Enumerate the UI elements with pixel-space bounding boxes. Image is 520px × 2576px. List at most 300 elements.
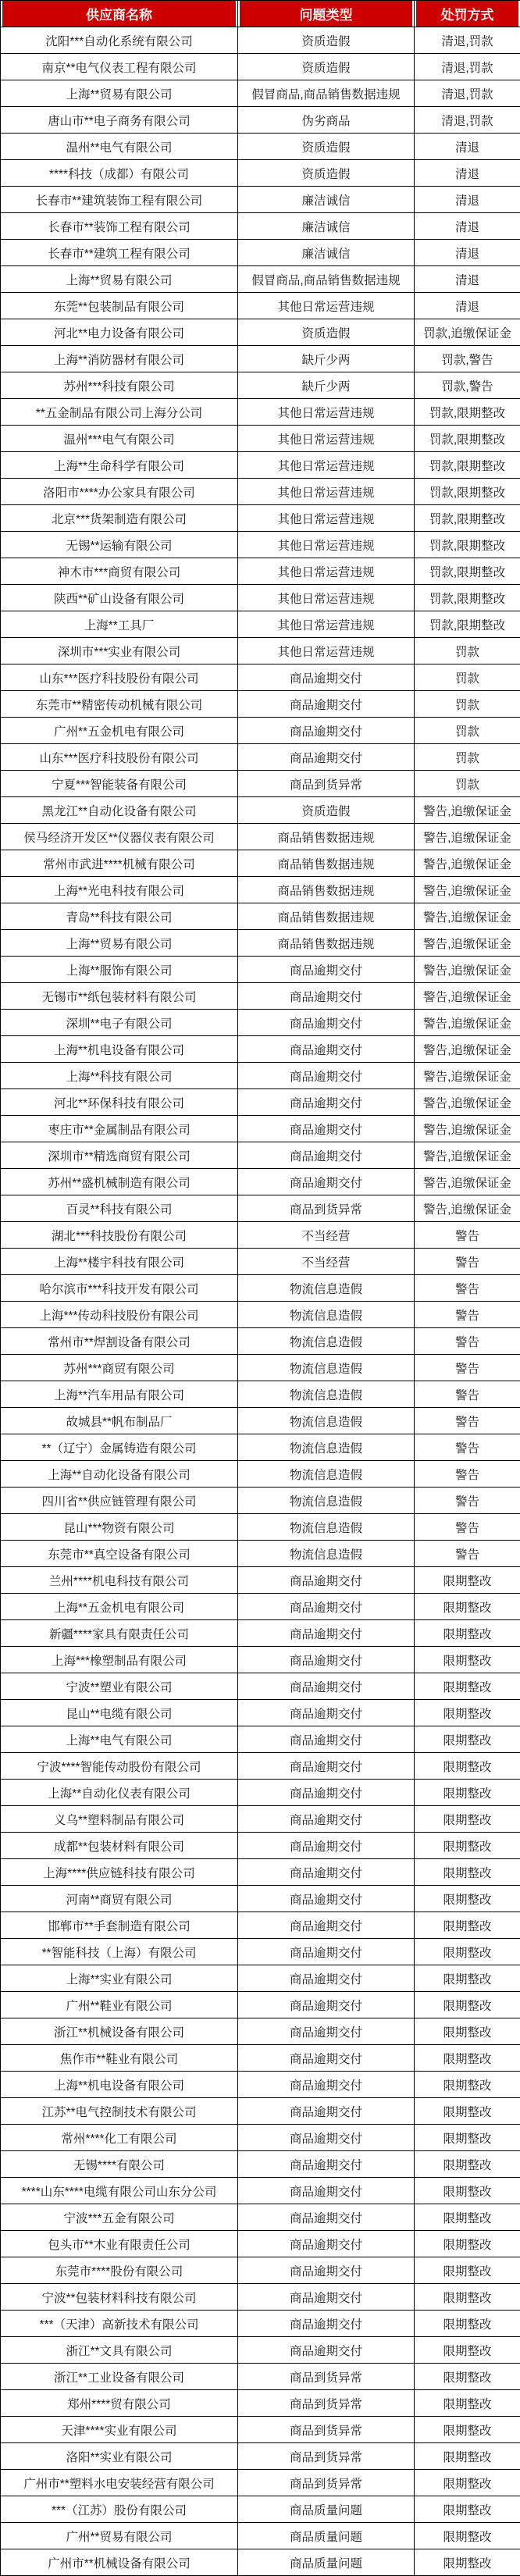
supplier-name-cell: 昆山***物资有限公司 <box>1 1514 238 1541</box>
table-row <box>1 134 520 160</box>
table-row <box>1 1647 520 1673</box>
supplier-name-cell: 兰州****机电科技有限公司 <box>1 1567 238 1594</box>
penalty-method-cell: 警告,追缴保证金 <box>415 1116 520 1142</box>
table-row <box>1 1780 520 1806</box>
supplier-name-cell: 天津****实业有限公司 <box>1 2417 238 2443</box>
issue-type-cell: 廉洁诚信 <box>238 187 415 213</box>
supplier-name-cell: 山东***医疗科技股份有限公司 <box>1 664 238 691</box>
supplier-name-cell: 侯马经济开发区**仪器仪表有限公司 <box>1 824 238 850</box>
supplier-name-cell: 广州市**机械设备有限公司 <box>1 2549 238 2576</box>
issue-type-cell: 商品逾期交付 <box>238 1620 415 1647</box>
penalty-method-cell: 警告,追缴保证金 <box>415 1089 520 1116</box>
penalty-method-cell: 限期整改 <box>415 2496 520 2523</box>
supplier-name-cell: 义乌**塑料制品有限公司 <box>1 1806 238 1833</box>
penalty-method-cell: 清退 <box>415 293 520 319</box>
penalty-method-cell: 警告 <box>415 1541 520 1567</box>
table-row <box>1 240 520 266</box>
issue-type-cell: 商品逾期交付 <box>238 1912 415 1939</box>
table-row <box>1 372 520 399</box>
penalty-method-cell: 限期整改 <box>415 2364 520 2390</box>
penalty-method-cell: 罚款,警告 <box>415 346 520 372</box>
issue-type-cell: 其他日常运营违规 <box>238 558 415 585</box>
supplier-name-cell: 广州**贸易有限公司 <box>1 2523 238 2549</box>
penalty-method-cell: 限期整改 <box>415 2337 520 2364</box>
issue-type-cell: 其他日常运营违规 <box>238 399 415 426</box>
supplier-name-cell: 上海**工具厂 <box>1 611 238 638</box>
supplier-name-cell: 北京***货架制造有限公司 <box>1 505 238 532</box>
table-row <box>1 1275 520 1302</box>
issue-type-cell: 商品到货异常 <box>238 2417 415 2443</box>
table-row <box>1 2390 520 2417</box>
issue-type-cell: 商品逾期交付 <box>238 1886 415 1912</box>
supplier-name-cell: 无锡**运输有限公司 <box>1 532 238 558</box>
penalty-method-cell: 限期整改 <box>415 2443 520 2470</box>
issue-type-cell: 商品销售数据违规 <box>238 850 415 877</box>
supplier-name-cell: 常州****化工有限公司 <box>1 2125 238 2151</box>
penalty-method-cell: 警告,追缴保证金 <box>415 1195 520 1222</box>
table-row <box>1 266 520 293</box>
supplier-name-cell: 浙江**机械设备有限公司 <box>1 2018 238 2045</box>
penalty-method-cell: 清退 <box>415 266 520 293</box>
supplier-name-cell: 东莞市****股份有限公司 <box>1 2257 238 2284</box>
issue-type-cell: 商品逾期交付 <box>238 1036 415 1063</box>
issue-type-cell: 其他日常运营违规 <box>238 505 415 532</box>
header-issue-type-label: 问题类型 <box>240 1 412 27</box>
supplier-name-cell: 新疆****家具有限责任公司 <box>1 1620 238 1647</box>
supplier-name-cell: ****科技（成都）有限公司 <box>1 160 238 187</box>
issue-type-cell: 商品销售数据违规 <box>238 903 415 930</box>
table-row <box>1 213 520 240</box>
table-row <box>1 850 520 877</box>
table-row <box>1 744 520 771</box>
supplier-name-cell: 上海**电气有限公司 <box>1 1726 238 1753</box>
penalty-method-cell: 限期整改 <box>415 2151 520 2178</box>
supplier-name-cell: 苏州***商贸有限公司 <box>1 1355 238 1381</box>
issue-type-cell: 其他日常运营违规 <box>238 479 415 505</box>
table-row <box>1 664 520 691</box>
penalty-method-cell: 警告,追缴保证金 <box>415 797 520 824</box>
penalty-method-cell: 警告,追缴保证金 <box>415 1142 520 1169</box>
supplier-name-cell: 河北**电力设备有限公司 <box>1 319 238 346</box>
table-row <box>1 611 520 638</box>
penalty-method-cell: 限期整改 <box>415 2125 520 2151</box>
issue-type-cell: 物流信息造假 <box>238 1302 415 1328</box>
supplier-name-cell: 郑州****贸有限公司 <box>1 2390 238 2417</box>
penalty-method-cell: 罚款 <box>415 718 520 744</box>
table-row <box>1 1992 520 2018</box>
penalty-method-cell: 罚款,限期整改 <box>415 399 520 426</box>
header-penalty-method-label: 处罚方式 <box>416 1 518 27</box>
issue-type-cell: 商品质量问题 <box>238 2549 415 2576</box>
penalty-method-cell: 限期整改 <box>415 1833 520 1859</box>
supplier-name-cell: 百灵**科技有限公司 <box>1 1195 238 1222</box>
supplier-name-cell: 上海**自动化仪表有限公司 <box>1 1780 238 1806</box>
table-row <box>1 638 520 664</box>
penalty-method-cell: 警告,追缴保证金 <box>415 957 520 983</box>
penalty-method-cell: 罚款,追缴保证金 <box>415 319 520 346</box>
penalty-method-cell: 限期整改 <box>415 1647 520 1673</box>
penalty-method-cell: 罚款 <box>415 771 520 797</box>
table-row <box>1 2443 520 2470</box>
penalty-method-cell: 限期整改 <box>415 1992 520 2018</box>
issue-type-cell: 商品逾期交付 <box>238 2311 415 2337</box>
penalty-method-cell: 限期整改 <box>415 2470 520 2496</box>
table-row <box>1 319 520 346</box>
table-row <box>1 1116 520 1142</box>
penalty-method-cell: 限期整改 <box>415 2523 520 2549</box>
penalty-method-cell: 限期整改 <box>415 1859 520 1886</box>
table-row <box>1 1328 520 1355</box>
penalty-method-cell: 限期整改 <box>415 1780 520 1806</box>
issue-type-cell: 物流信息造假 <box>238 1434 415 1461</box>
penalty-method-cell: 罚款 <box>415 638 520 664</box>
issue-type-cell: 商品逾期交付 <box>238 2098 415 2125</box>
penalty-method-cell: 警告 <box>415 1434 520 1461</box>
table-row <box>1 2311 520 2337</box>
supplier-name-cell: **（辽宁）金属铸造有限公司 <box>1 1434 238 1461</box>
issue-type-cell: 资质造假 <box>238 134 415 160</box>
issue-type-cell: 其他日常运营违规 <box>238 532 415 558</box>
supplier-name-cell: 上海**楼宇科技有限公司 <box>1 1249 238 1275</box>
table-row <box>1 1939 520 1965</box>
supplier-name-cell: 苏州***科技有限公司 <box>1 372 238 399</box>
supplier-name-cell: 邯郸市**手套制造有限公司 <box>1 1912 238 1939</box>
penalty-method-cell: 罚款,限期整改 <box>415 558 520 585</box>
issue-type-cell: 商品逾期交付 <box>238 1010 415 1036</box>
issue-type-cell: 商品逾期交付 <box>238 1965 415 1992</box>
penalty-method-cell: 限期整改 <box>415 2018 520 2045</box>
penalty-method-cell: 警告 <box>415 1408 520 1434</box>
table-row <box>1 1488 520 1514</box>
table-row <box>1 1381 520 1408</box>
penalty-method-cell: 警告 <box>415 1222 520 1249</box>
penalty-method-cell: 限期整改 <box>415 2072 520 2098</box>
table-row <box>1 399 520 426</box>
table-row <box>1 1222 520 1249</box>
issue-type-cell: 商品逾期交付 <box>238 1726 415 1753</box>
table-row <box>1 293 520 319</box>
penalty-method-cell: 警告 <box>415 1355 520 1381</box>
penalty-method-cell: 罚款,限期整改 <box>415 452 520 479</box>
issue-type-cell: 缺斤少两 <box>238 372 415 399</box>
supplier-name-cell: 广州**五金机电有限公司 <box>1 718 238 744</box>
penalty-method-cell: 警告 <box>415 1275 520 1302</box>
table-row <box>1 1461 520 1488</box>
supplier-name-cell: **智能科技（上海）有限公司 <box>1 1939 238 1965</box>
penalty-method-cell: 清退,罚款 <box>415 54 520 80</box>
supplier-name-cell: 宁波***五金有限公司 <box>1 2204 238 2231</box>
supplier-name-cell: 上海**光电科技有限公司 <box>1 877 238 903</box>
issue-type-cell: 商品逾期交付 <box>238 1567 415 1594</box>
supplier-name-cell: 上海**贸易有限公司 <box>1 266 238 293</box>
penalty-method-cell: 罚款,限期整改 <box>415 479 520 505</box>
supplier-name-cell: 四川省**供应链管理有限公司 <box>1 1488 238 1514</box>
table-row <box>1 1965 520 1992</box>
table-row <box>1 1726 520 1753</box>
penalty-method-cell: 限期整改 <box>415 2284 520 2311</box>
penalty-method-cell: 限期整改 <box>415 1753 520 1780</box>
table-row <box>1 1806 520 1833</box>
table-row <box>1 1859 520 1886</box>
penalty-method-cell: 限期整改 <box>415 2390 520 2417</box>
supplier-name-cell: 上海**五金机电有限公司 <box>1 1594 238 1620</box>
supplier-name-cell: 上海**机电设备有限公司 <box>1 1036 238 1063</box>
issue-type-cell: 物流信息造假 <box>238 1514 415 1541</box>
header-supplier-name <box>1 1 238 27</box>
table-row <box>1 957 520 983</box>
penalty-method-cell: 警告 <box>415 1381 520 1408</box>
supplier-name-cell: 上海**服饰有限公司 <box>1 957 238 983</box>
supplier-name-cell: 上海**实业有限公司 <box>1 1965 238 1992</box>
table-row <box>1 54 520 80</box>
penalty-method-cell: 限期整改 <box>415 1806 520 1833</box>
issue-type-cell: 物流信息造假 <box>238 1381 415 1408</box>
issue-type-cell: 商品逾期交付 <box>238 1992 415 2018</box>
table-row <box>1 80 520 107</box>
issue-type-cell: 资质造假 <box>238 160 415 187</box>
supplier-name-cell: **五金制品有限公司上海分公司 <box>1 399 238 426</box>
table-row <box>1 1567 520 1594</box>
table-row <box>1 2257 520 2284</box>
issue-type-cell: 其他日常运营违规 <box>238 638 415 664</box>
issue-type-cell: 商品逾期交付 <box>238 983 415 1010</box>
penalty-method-cell: 警告,追缴保证金 <box>415 903 520 930</box>
header-supplier-name-label: 供应商名称 <box>2 1 236 27</box>
supplier-name-cell: 包头市**木业有限责任公司 <box>1 2231 238 2257</box>
supplier-name-cell: 山东***医疗科技股份有限公司 <box>1 744 238 771</box>
penalty-method-cell: 清退 <box>415 240 520 266</box>
table-row <box>1 1169 520 1195</box>
issue-type-cell: 商品逾期交付 <box>238 1833 415 1859</box>
issue-type-cell: 资质造假 <box>238 27 415 54</box>
table-row <box>1 505 520 532</box>
supplier-name-cell: 青岛**科技有限公司 <box>1 903 238 930</box>
header-row <box>1 1 520 27</box>
issue-type-cell: 商品逾期交付 <box>238 1806 415 1833</box>
table-row <box>1 1514 520 1541</box>
penalty-method-cell: 限期整改 <box>415 2417 520 2443</box>
penalty-method-cell: 清退 <box>415 160 520 187</box>
table-row <box>1 2178 520 2204</box>
penalty-method-cell: 限期整改 <box>415 1912 520 1939</box>
table-row <box>1 1355 520 1381</box>
table-row <box>1 983 520 1010</box>
table-row <box>1 2098 520 2125</box>
penalty-method-cell: 限期整改 <box>415 2549 520 2576</box>
table-row <box>1 107 520 134</box>
table-row <box>1 1142 520 1169</box>
table-row <box>1 2151 520 2178</box>
supplier-name-cell: 上海**自动化设备有限公司 <box>1 1461 238 1488</box>
penalty-method-cell: 罚款,限期整改 <box>415 532 520 558</box>
supplier-name-cell: 温州**电气有限公司 <box>1 134 238 160</box>
table-row <box>1 1912 520 1939</box>
supplier-name-cell: 焦作市**鞋业有限公司 <box>1 2045 238 2072</box>
penalty-method-cell: 清退,罚款 <box>415 80 520 107</box>
supplier-name-cell: 广州市**塑料水电安装经营有限公司 <box>1 2470 238 2496</box>
supplier-name-cell: 宁波****智能传动股份有限公司 <box>1 1753 238 1780</box>
issue-type-cell: 资质造假 <box>238 319 415 346</box>
supplier-name-cell: 广州**鞋业有限公司 <box>1 1992 238 2018</box>
supplier-name-cell: 上海****供应链科技有限公司 <box>1 1859 238 1886</box>
issue-type-cell: 物流信息造假 <box>238 1408 415 1434</box>
supplier-name-cell: 浙江**工业设备有限公司 <box>1 2364 238 2390</box>
table-row <box>1 1833 520 1859</box>
issue-type-cell: 商品逾期交付 <box>238 2231 415 2257</box>
supplier-name-cell: 无锡市**纸包装材料有限公司 <box>1 983 238 1010</box>
penalty-method-cell: 罚款,限期整改 <box>415 505 520 532</box>
table-row <box>1 1036 520 1063</box>
issue-type-cell: 商品逾期交付 <box>238 2072 415 2098</box>
table-row <box>1 187 520 213</box>
supplier-name-cell: 成都**包装材料有限公司 <box>1 1833 238 1859</box>
issue-type-cell: 商品到货异常 <box>238 2470 415 2496</box>
issue-type-cell: 商品逾期交付 <box>238 744 415 771</box>
supplier-name-cell: 枣庄市**金属制品有限公司 <box>1 1116 238 1142</box>
issue-type-cell: 商品逾期交付 <box>238 1939 415 1965</box>
issue-type-cell: 商品到货异常 <box>238 2443 415 2470</box>
penalty-method-cell: 罚款,警告 <box>415 372 520 399</box>
supplier-name-cell: 长春市**建筑装饰工程有限公司 <box>1 187 238 213</box>
table-row <box>1 2523 520 2549</box>
issue-type-cell: 商品逾期交付 <box>238 957 415 983</box>
supplier-name-cell: ***（江苏）股份有限公司 <box>1 2496 238 2523</box>
table-row <box>1 532 520 558</box>
table-row <box>1 2549 520 2576</box>
penalty-method-cell: 警告 <box>415 1249 520 1275</box>
issue-type-cell: 商品逾期交付 <box>238 2045 415 2072</box>
penalty-method-cell: 警告,追缴保证金 <box>415 983 520 1010</box>
supplier-name-cell: 长春市**装饰工程有限公司 <box>1 213 238 240</box>
supplier-name-cell: 湖北***科技股份有限公司 <box>1 1222 238 1249</box>
supplier-name-cell: 上海**机电设备有限公司 <box>1 2072 238 2098</box>
supplier-name-cell: 上海**科技有限公司 <box>1 1063 238 1089</box>
issue-type-cell: 商品逾期交付 <box>238 718 415 744</box>
table-row <box>1 691 520 718</box>
table-row <box>1 160 520 187</box>
supplier-name-cell: 江苏**电气控制技术有限公司 <box>1 2098 238 2125</box>
supplier-name-cell: 东莞**包装制品有限公司 <box>1 293 238 319</box>
supplier-name-cell: 宁波**塑业有限公司 <box>1 1673 238 1700</box>
table-row <box>1 479 520 505</box>
header-penalty-method <box>415 1 520 27</box>
issue-type-cell: 商品逾期交付 <box>238 1594 415 1620</box>
penalty-method-cell: 限期整改 <box>415 2178 520 2204</box>
table-row <box>1 1434 520 1461</box>
table-row <box>1 2337 520 2364</box>
penalty-method-cell: 警告,追缴保证金 <box>415 930 520 957</box>
table-row <box>1 877 520 903</box>
supplier-name-cell: 宁波**包装材料科技有限公司 <box>1 2284 238 2311</box>
penalty-method-cell: 罚款,限期整改 <box>415 426 520 452</box>
supplier-name-cell: 黑龙江**自动化设备有限公司 <box>1 797 238 824</box>
penalty-method-cell: 罚款 <box>415 744 520 771</box>
penalty-method-cell: 限期整改 <box>415 1620 520 1647</box>
table-row <box>1 1700 520 1726</box>
issue-type-cell: 商品逾期交付 <box>238 691 415 718</box>
issue-type-cell: 物流信息造假 <box>238 1328 415 1355</box>
table-row <box>1 1541 520 1567</box>
table-row <box>1 1408 520 1434</box>
penalty-method-cell: 限期整改 <box>415 2098 520 2125</box>
table-row <box>1 930 520 957</box>
supplier-name-cell: 深圳市***实业有限公司 <box>1 638 238 664</box>
penalty-method-cell: 限期整改 <box>415 1886 520 1912</box>
supplier-name-cell: 常州市武进****机械有限公司 <box>1 850 238 877</box>
penalty-method-cell: 警告,追缴保证金 <box>415 850 520 877</box>
issue-type-cell: 廉洁诚信 <box>238 213 415 240</box>
supplier-name-cell: 深圳**电子有限公司 <box>1 1010 238 1036</box>
table-row <box>1 1302 520 1328</box>
penalty-method-cell: 警告,追缴保证金 <box>415 877 520 903</box>
supplier-name-cell: 长春市**建筑工程有限公司 <box>1 240 238 266</box>
issue-type-cell: 伪劣商品 <box>238 107 415 134</box>
issue-type-cell: 物流信息造假 <box>238 1488 415 1514</box>
penalty-method-cell: 警告,追缴保证金 <box>415 1036 520 1063</box>
issue-type-cell: 商品到货异常 <box>238 771 415 797</box>
issue-type-cell: 其他日常运营违规 <box>238 293 415 319</box>
supplier-name-cell: 上海***橡塑制品有限公司 <box>1 1647 238 1673</box>
supplier-name-cell: 河北**环保科技有限公司 <box>1 1089 238 1116</box>
table-row <box>1 2018 520 2045</box>
penalty-method-cell: 罚款 <box>415 691 520 718</box>
penalty-method-cell: 警告,追缴保证金 <box>415 1010 520 1036</box>
table-row <box>1 452 520 479</box>
table-body <box>1 27 520 2576</box>
supplier-name-cell: 上海**汽车用品有限公司 <box>1 1381 238 1408</box>
penalty-method-cell: 罚款,限期整改 <box>415 585 520 611</box>
issue-type-cell: 商品逾期交付 <box>238 2125 415 2151</box>
issue-type-cell: 商品逾期交付 <box>238 2337 415 2364</box>
table-row <box>1 1594 520 1620</box>
penalty-method-cell: 限期整改 <box>415 2231 520 2257</box>
penalty-method-cell: 警告 <box>415 1328 520 1355</box>
issue-type-cell: 商品逾期交付 <box>238 2257 415 2284</box>
supplier-name-cell: ****山东****电缆有限公司山东分公司 <box>1 2178 238 2204</box>
issue-type-cell: 不当经营 <box>238 1222 415 1249</box>
supplier-name-cell: 哈尔滨市***科技开发有限公司 <box>1 1275 238 1302</box>
supplier-name-cell: 上海**贸易有限公司 <box>1 80 238 107</box>
table-row <box>1 771 520 797</box>
issue-type-cell: 商品逾期交付 <box>238 1700 415 1726</box>
table-row <box>1 797 520 824</box>
supplier-name-cell: 宁夏***智能装备有限公司 <box>1 771 238 797</box>
penalty-method-cell: 限期整改 <box>415 1965 520 1992</box>
issue-type-cell: 商品逾期交付 <box>238 2151 415 2178</box>
table-row <box>1 1010 520 1036</box>
table-row <box>1 1195 520 1222</box>
issue-type-cell: 商品逾期交付 <box>238 1780 415 1806</box>
issue-type-cell: 商品销售数据违规 <box>238 877 415 903</box>
penalty-method-cell: 罚款,限期整改 <box>415 611 520 638</box>
table-row <box>1 2125 520 2151</box>
supplier-name-cell: 浙江**文具有限公司 <box>1 2337 238 2364</box>
penalty-method-cell: 清退 <box>415 134 520 160</box>
supplier-name-cell: 温州***电气有限公司 <box>1 426 238 452</box>
supplier-name-cell: 河南**商贸有限公司 <box>1 1886 238 1912</box>
header-issue-type <box>238 1 415 27</box>
issue-type-cell: 廉洁诚信 <box>238 240 415 266</box>
table-row <box>1 2496 520 2523</box>
table-row <box>1 558 520 585</box>
issue-type-cell: 物流信息造假 <box>238 1275 415 1302</box>
table-row <box>1 426 520 452</box>
issue-type-cell: 假冒商品,商品销售数据违规 <box>238 266 415 293</box>
issue-type-cell: 资质造假 <box>238 54 415 80</box>
issue-type-cell: 其他日常运营违规 <box>238 426 415 452</box>
issue-type-cell: 商品逾期交付 <box>238 664 415 691</box>
supplier-name-cell: 上海**生命科学有限公司 <box>1 452 238 479</box>
